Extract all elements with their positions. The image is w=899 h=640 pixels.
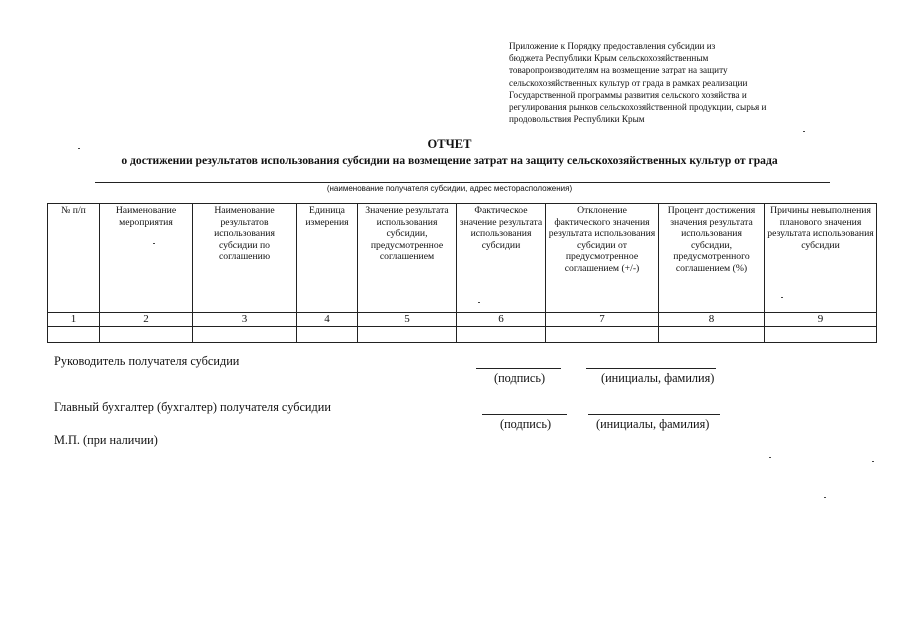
accountant-signature-line[interactable] [482, 414, 567, 415]
table-cell[interactable] [765, 327, 877, 343]
report-title: ОТЧЕТ [427, 137, 472, 151]
accountant-signature-label: Главный бухгалтер (бухгалтер) получателя субсидии [54, 400, 331, 414]
column-number: 4 [297, 313, 358, 327]
header-cell: Единица измерения [297, 204, 358, 313]
table-row [48, 327, 877, 343]
head-signature-line[interactable] [476, 368, 561, 369]
table-cell[interactable] [193, 327, 297, 343]
header-cell: Процент достижения значения результата использования субсидии, предусмотренного соглашением (%) [659, 204, 765, 313]
header-cell: Значение результата использования субсидии, предусмотренное соглашением [358, 204, 457, 313]
appendix-line: бюджета Республики Крым сельскохозяйственным [509, 53, 709, 64]
head-name-line[interactable] [586, 368, 716, 369]
scan-speck [803, 131, 805, 132]
scan-speck [769, 457, 771, 458]
seal-label: М.П. (при наличии) [54, 433, 158, 447]
appendix-line: сельскохозяйственных культур от града в рамках реализации [509, 77, 748, 88]
header-cell: Наименование мероприятия [100, 204, 193, 313]
appendix-line: регулирования рынков сельскохозяйственной продукции, сырья и [509, 102, 767, 113]
column-number: 1 [48, 313, 100, 327]
table-cell[interactable] [358, 327, 457, 343]
column-number: 2 [100, 313, 193, 327]
column-number-row [48, 313, 877, 327]
recipient-field-line [95, 182, 830, 183]
header-cell: № п/п [48, 204, 100, 313]
head-signature-caption: (подпись) [494, 371, 546, 385]
report-table [47, 203, 877, 343]
column-number: 5 [358, 313, 457, 327]
scan-speck [781, 297, 783, 298]
header-cell: Наименование результатов использования субсидии по соглашению [193, 204, 297, 313]
appendix-note [509, 40, 809, 125]
accountant-name-caption: (инициалы, фамилия) [596, 417, 710, 431]
scan-speck [478, 302, 480, 303]
header-cell: Фактическое значение результата использования субсидии [457, 204, 546, 313]
header-cell: Отклонение фактического значения результата использования субсидии от предусмотренное соглашением (+/-) [546, 204, 659, 313]
table-cell[interactable] [48, 327, 100, 343]
scan-speck [78, 148, 80, 149]
table-header-row [48, 204, 877, 313]
column-number: 9 [765, 313, 877, 327]
head-signature-label: Руководитель получателя субсидии [54, 354, 240, 368]
column-number: 3 [193, 313, 297, 327]
table-cell[interactable] [100, 327, 193, 343]
scan-speck [153, 243, 155, 244]
table-cell[interactable] [297, 327, 358, 343]
appendix-line: товаропроизводителям на возмещение затрат на защиту [509, 65, 728, 76]
table-cell[interactable] [659, 327, 765, 343]
accountant-signature-caption: (подпись) [500, 417, 552, 431]
appendix-line: Государственной программы развития сельского хозяйства и [509, 89, 747, 100]
appendix-line: продовольствия Республики Крым [509, 114, 645, 125]
column-number: 8 [659, 313, 765, 327]
recipient-caption: (наименование получателя субсидии, адрес месторасположения) [326, 184, 573, 193]
report-subtitle: о достижении результатов использования субсидии на возмещение затрат на защиту сельскохозяйственных культур от града [121, 154, 778, 167]
accountant-name-line[interactable] [588, 414, 720, 415]
column-number: 6 [457, 313, 546, 327]
header-cell: Причины невыполнения планового значения результата использования субсидии [765, 204, 877, 313]
table-cell[interactable] [457, 327, 546, 343]
scan-speck [824, 497, 826, 498]
head-name-caption: (инициалы, фамилия) [601, 371, 715, 385]
appendix-line: Приложение к Порядку предоставления субсидии из [509, 41, 716, 51]
scan-speck [872, 461, 874, 462]
table-cell[interactable] [546, 327, 659, 343]
column-number: 7 [546, 313, 659, 327]
